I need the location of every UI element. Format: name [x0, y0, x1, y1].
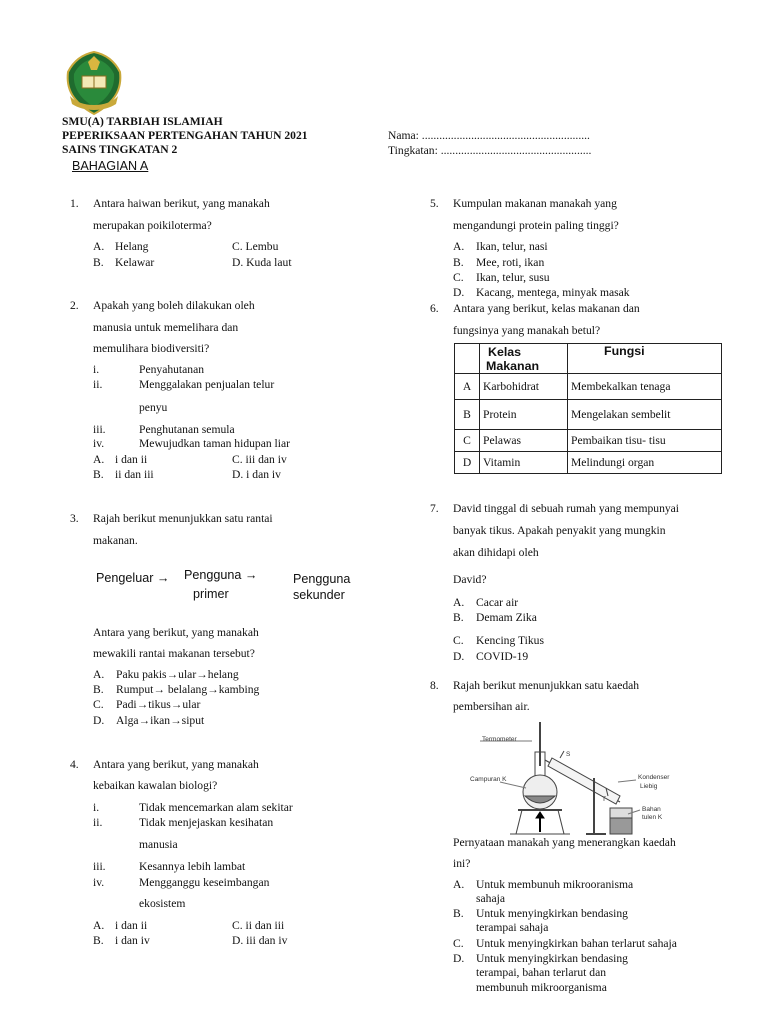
subject-title: SAINS TINGKATAN 2	[62, 143, 178, 156]
name-field[interactable]: Nama: ..........................................................	[388, 129, 590, 142]
label-liebig: Liebig	[640, 783, 658, 790]
label-bahan: Bahan	[642, 806, 661, 813]
option-b[interactable]: Kelawar	[115, 256, 155, 269]
question-text: Kumpulan makanan manakah yang	[453, 197, 617, 210]
option-letter: D.	[453, 286, 465, 299]
option-a[interactable]: Helang	[115, 240, 149, 253]
row-kelas: Protein	[480, 400, 568, 430]
option-a[interactable]: Cacar air	[476, 596, 519, 609]
question-text: Pernyataan manakah yang menerangkan kaedah	[453, 836, 676, 849]
question-number: 6.	[430, 302, 439, 315]
question-text: David tinggal di sebuah rumah yang mempunyai	[453, 502, 680, 515]
header-kelas: Kelas	[488, 344, 522, 359]
option-d[interactable]: D. Kuda laut	[232, 256, 292, 269]
option-a[interactable]: sahaja	[476, 892, 505, 905]
roman-numeral: ii.	[93, 816, 103, 829]
label-kondenser: Kondenser	[638, 774, 670, 781]
option-d[interactable]: Kacang, mentega, minyak masak	[476, 286, 630, 299]
question-text: banyak tikus. Apakah penyakit yang mungkin	[453, 524, 666, 537]
option-d[interactable]: COVID-19	[476, 650, 529, 663]
option-letter: D.	[453, 952, 465, 965]
food-class-table	[454, 343, 722, 474]
label-termometer: Termometer	[482, 736, 517, 743]
section-heading: BAHAGIAN A	[72, 159, 149, 173]
option-b[interactable]: Rumput→ belalang→kambing	[116, 683, 260, 696]
option-d[interactable]: D. iii dan iv	[232, 934, 288, 947]
question-number: 7.	[430, 502, 439, 515]
row-fungsi: Melindungi organ	[568, 452, 722, 474]
question-number: 1.	[70, 197, 79, 210]
roman-numeral: iii.	[93, 423, 106, 436]
option-letter: B.	[453, 611, 464, 624]
row-kelas: Pelawas	[480, 430, 568, 452]
distillation-diagram	[460, 718, 670, 838]
label-t: T	[602, 796, 606, 803]
option-a[interactable]: i dan ii	[115, 453, 148, 466]
question-text: Antara yang berikut, yang manakah	[93, 626, 259, 639]
question-number: 8.	[430, 679, 439, 692]
label-s: S	[566, 751, 571, 758]
food-chain-secondary: Pengguna	[293, 572, 351, 586]
question-text: akan dihidapi oleh	[453, 546, 539, 559]
table-row[interactable]	[455, 374, 722, 400]
label-tulen-k: tulen K	[642, 814, 663, 821]
option-d[interactable]: terampai, bahan terlarut dan	[476, 966, 607, 979]
header-fungsi: Fungsi	[568, 344, 722, 374]
option-letter: C.	[453, 634, 464, 647]
option-c[interactable]: C. ii dan iii	[232, 919, 285, 932]
question-text: Rajah berikut menunjukkan satu rantai	[93, 512, 273, 525]
statement-iv: ekosistem	[139, 897, 186, 910]
statement-ii: Menggalakan penjualan telur	[139, 378, 275, 391]
option-letter: B.	[93, 256, 104, 269]
option-c[interactable]: Kencing Tikus	[476, 634, 544, 647]
option-a[interactable]: Ikan, telur, nasi	[476, 240, 548, 253]
question-text: ini?	[453, 857, 471, 870]
row-fungsi: Pembaikan tisu- tisu	[568, 430, 722, 452]
option-b[interactable]: i dan iv	[115, 934, 150, 947]
question-text: makanan.	[93, 534, 138, 547]
option-letter: A.	[453, 596, 465, 609]
option-b[interactable]: Demam Zika	[476, 611, 537, 624]
question-text: pembersihan air.	[453, 700, 530, 713]
option-c[interactable]: C. iii dan iv	[232, 453, 287, 466]
statement-iii: Kesannya lebih lambat	[139, 860, 246, 873]
option-d[interactable]: Alga→ikan→siput	[116, 714, 205, 727]
table-row[interactable]	[455, 430, 722, 452]
roman-numeral: i.	[93, 363, 100, 376]
option-letter: A.	[453, 878, 465, 891]
question-text: Rajah berikut menunjukkan satu kaedah	[453, 679, 640, 692]
question-text: kebaikan kawalan biologi?	[93, 779, 218, 792]
option-c[interactable]: Padi→tikus→ular	[116, 698, 201, 711]
option-b[interactable]: ii dan iii	[115, 468, 154, 481]
school-name: SMU(A) TARBIAH ISLAMIAH	[62, 115, 223, 128]
question-text: fungsinya yang manakah betul?	[453, 324, 601, 337]
option-letter: B.	[453, 256, 464, 269]
question-number: 5.	[430, 197, 439, 210]
food-chain-primary: Pengguna →	[184, 568, 258, 582]
food-chain-primary: primer	[193, 587, 229, 601]
question-text: merupakan poikiloterma?	[93, 219, 212, 232]
option-letter: B.	[93, 683, 104, 696]
table-header-row	[455, 344, 722, 374]
row-kelas: Vitamin	[480, 452, 568, 474]
option-letter: A.	[93, 668, 105, 681]
table-cell	[455, 344, 480, 374]
table-row[interactable]	[455, 400, 722, 430]
option-d[interactable]: Untuk menyingkirkan bendasing	[476, 952, 628, 965]
row-option: A	[455, 374, 480, 400]
option-letter: C.	[453, 271, 464, 284]
option-a[interactable]: i dan ii	[115, 919, 148, 932]
statement-iii: Penghutanan semula	[139, 423, 235, 436]
roman-numeral: iv.	[93, 876, 105, 889]
statement-i: Tidak mencemarkan alam sekitar	[139, 801, 293, 814]
option-a[interactable]: Paku pakis→ular→helang	[116, 668, 239, 681]
question-text: Apakah yang boleh dilakukan oleh	[93, 299, 255, 312]
option-letter: A.	[453, 240, 465, 253]
option-letter: D.	[93, 714, 105, 727]
question-text: mengandungi protein paling tinggi?	[453, 219, 619, 232]
question-text: David?	[453, 573, 487, 586]
option-letter: A.	[93, 453, 105, 466]
statement-ii: penyu	[139, 401, 168, 414]
row-fungsi: Mengelakan sembelit	[568, 400, 722, 430]
question-text: manusia untuk memelihara dan	[93, 321, 239, 334]
food-chain-producer: Pengeluar →	[96, 571, 170, 585]
question-text: memulihara biodiversiti?	[93, 342, 210, 355]
option-letter: C.	[93, 698, 104, 711]
row-option: D	[455, 452, 480, 474]
option-a[interactable]: Untuk membunuh mikrooranisma	[476, 878, 634, 891]
question-number: 2.	[70, 299, 79, 312]
question-text: Antara yang berikut, kelas makanan dan	[453, 302, 640, 315]
roman-numeral: ii.	[93, 378, 103, 391]
option-letter: A.	[93, 919, 105, 932]
roman-numeral: i.	[93, 801, 100, 814]
row-kelas: Karbohidrat	[480, 374, 568, 400]
option-c[interactable]: C. Lembu	[232, 240, 279, 253]
header-makanan: Makanan	[486, 358, 540, 373]
option-letter: D.	[453, 650, 465, 663]
option-b[interactable]: Untuk menyingkirkan bendasing	[476, 907, 628, 920]
form-field[interactable]: Tingkatan: ....................................................	[388, 144, 592, 157]
roman-numeral: iii.	[93, 860, 106, 873]
statement-iv: Mewujudkan taman hidupan liar	[139, 437, 291, 450]
row-option: C	[455, 430, 480, 452]
question-text: Antara haiwan berikut, yang manakah	[93, 197, 270, 210]
option-b[interactable]: Mee, roti, ikan	[476, 256, 545, 269]
roman-numeral: iv.	[93, 437, 105, 450]
school-logo	[64, 50, 124, 116]
option-d[interactable]: membunuh mikroorganisma	[476, 981, 607, 994]
question-text: Antara yang berikut, yang manakah	[93, 758, 259, 771]
food-chain-secondary: sekunder	[293, 588, 345, 602]
statement-ii: manusia	[139, 838, 178, 851]
question-text: mewakili rantai makanan tersebut?	[93, 647, 255, 660]
option-letter: A.	[93, 240, 105, 253]
option-letter: B.	[93, 934, 104, 947]
question-number: 4.	[70, 758, 79, 771]
row-fungsi: Membekalkan tenaga	[568, 374, 722, 400]
statement-ii: Tidak menjejaskan kesihatan	[139, 816, 274, 829]
option-letter: B.	[453, 907, 464, 920]
question-number: 3.	[70, 512, 79, 525]
row-option: B	[455, 400, 480, 430]
option-c[interactable]: Ikan, telur, susu	[476, 271, 550, 284]
exam-title: PEPERIKSAAN PERTENGAHAN TAHUN 2021	[62, 129, 308, 142]
option-letter: C.	[453, 937, 464, 950]
option-d[interactable]: D. i dan iv	[232, 468, 281, 481]
option-b[interactable]: terampai sahaja	[476, 921, 549, 934]
statement-iv: Mengganggu keseimbangan	[139, 876, 270, 889]
option-letter: B.	[93, 468, 104, 481]
table-header	[480, 344, 568, 374]
table-row[interactable]	[455, 452, 722, 474]
option-c[interactable]: Untuk menyingkirkan bahan terlarut sahaja	[476, 937, 677, 950]
label-campuran-k: Campuran K	[470, 776, 507, 783]
statement-i: Penyahutanan	[139, 363, 205, 376]
